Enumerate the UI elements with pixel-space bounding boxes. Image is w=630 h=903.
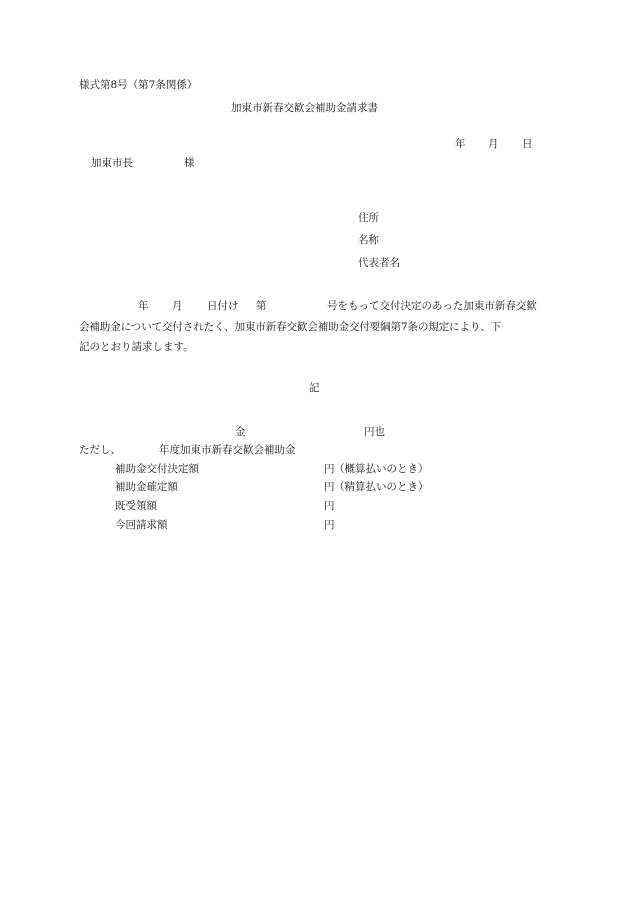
ref-day: 日付け: [207, 300, 239, 312]
item-yen: 円: [324, 519, 335, 531]
body-line-1-rest: 号をもって交付決定のあった加東市新春交歓: [327, 300, 537, 312]
applicant-name-label: 名称: [358, 234, 379, 246]
date-year: 年: [455, 138, 466, 150]
item-label: 補助金確定額: [115, 481, 178, 493]
form-number: 様式第8号（第7条関係）: [79, 79, 198, 91]
body-line-2: 会補助金について交付されたく、加東市新春交歓会補助金交付要綱第7条の規定により、下: [79, 321, 502, 333]
item-yen: 円: [324, 463, 335, 475]
amount-kin: 金: [235, 426, 246, 438]
proviso-tadashi: ただし、: [79, 444, 121, 456]
item-label: 既受領額: [115, 500, 157, 512]
ref-number-prefix: 第: [256, 300, 267, 312]
item-note: （概算払いのとき）: [334, 463, 429, 475]
applicant-address-label: 住所: [358, 212, 379, 224]
applicant-representative-label: 代表者名: [358, 257, 400, 269]
date-day: 日: [522, 138, 533, 150]
document-title: 加東市新春交歓会補助金請求書: [231, 102, 378, 114]
ref-year: 年: [138, 300, 149, 312]
addressee-honorific: 様: [184, 157, 195, 169]
item-yen: 円: [324, 500, 335, 512]
item-note: （精算払いのとき）: [334, 481, 429, 493]
item-label: 補助金交付決定額: [115, 463, 199, 475]
body-line-3: 記のとおり請求します。: [79, 341, 194, 353]
date-month: 月: [488, 138, 499, 150]
item-yen: 円: [324, 481, 335, 493]
ki-heading: 記: [309, 382, 320, 394]
addressee-name: 加東市長: [91, 157, 133, 169]
proviso-fiscal-label: 年度加東市新春交歓会補助金: [159, 444, 296, 456]
item-label: 今回請求額: [115, 519, 168, 531]
ref-month: 月: [172, 300, 183, 312]
amount-yen-nari: 円也: [364, 426, 385, 438]
